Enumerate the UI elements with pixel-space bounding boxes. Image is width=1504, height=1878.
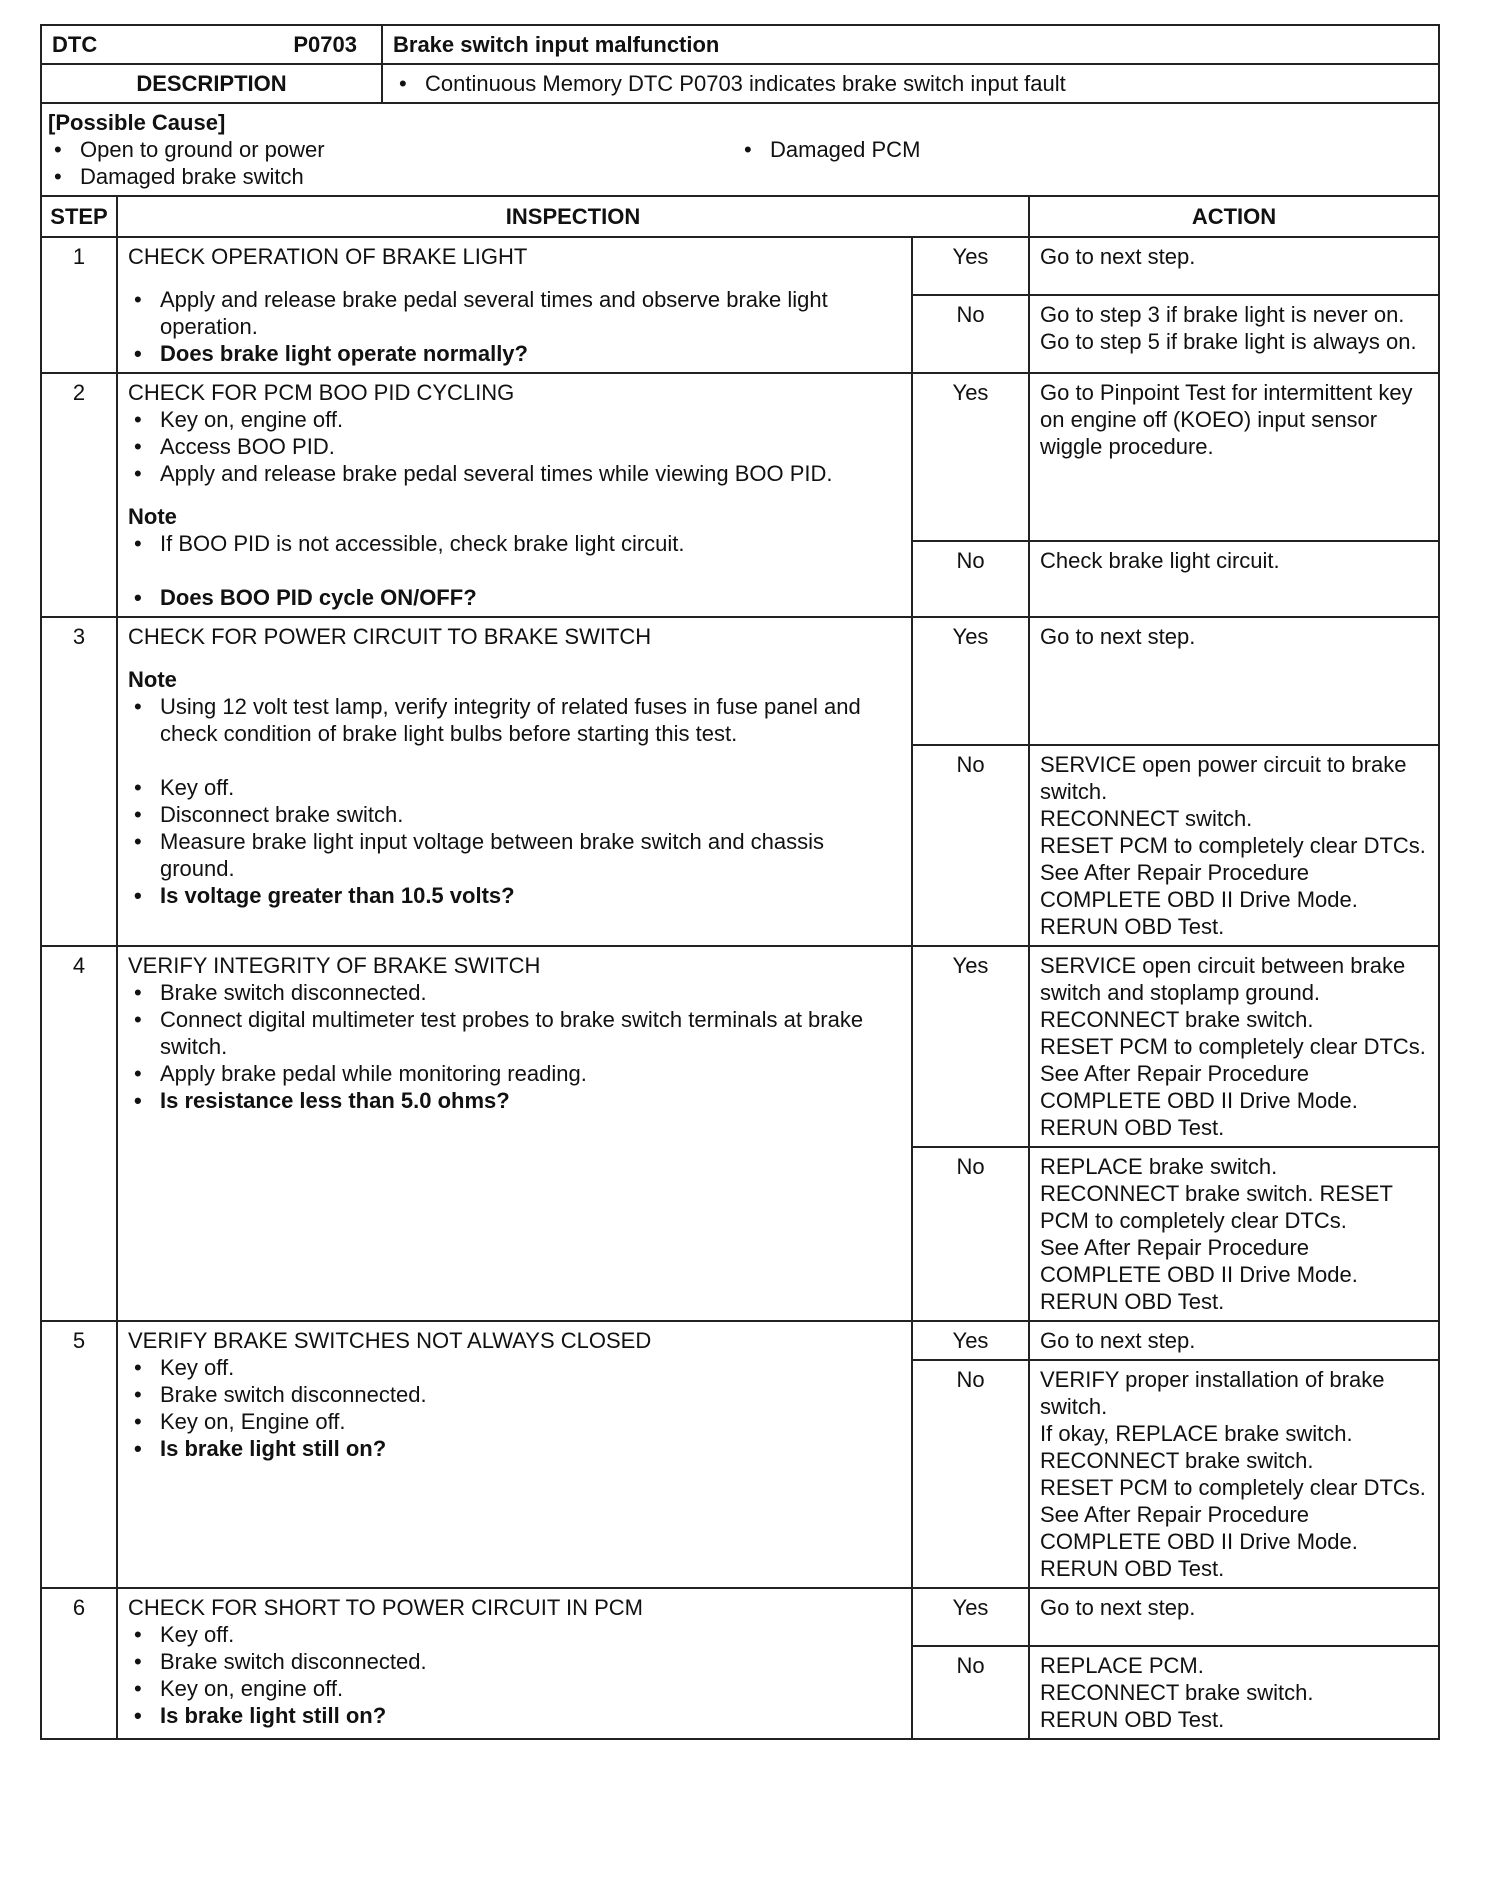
dtc-code: P0703	[293, 32, 357, 57]
action-line: RECONNECT brake switch. RESET PCM to completely clear DTCs.	[1040, 1181, 1393, 1233]
action-line: RESET PCM to completely clear DTCs.	[1040, 1475, 1426, 1500]
yes-label: Yes	[912, 237, 1029, 295]
action-line: REPLACE brake switch.	[1040, 1154, 1278, 1179]
step-row	[41, 946, 1439, 1147]
yes-label: Yes	[912, 1588, 1029, 1646]
step-inspection	[117, 1588, 912, 1739]
step-number: 1	[41, 237, 117, 373]
step-bullet: • Brake switch disconnected.	[128, 1648, 901, 1675]
possible-cause-row	[41, 103, 1439, 196]
no-label: No	[912, 541, 1029, 617]
step-bullet: • Key off.	[128, 1354, 901, 1381]
action-line: If okay, REPLACE brake switch.	[1040, 1421, 1353, 1446]
step-bullet: • Key off.	[128, 1621, 901, 1648]
step-row	[41, 373, 1439, 541]
diagnostic-sheet	[40, 24, 1438, 1740]
description-row	[41, 64, 1439, 103]
description-text: • Continuous Memory DTC P0703 indicates brake switch input fault	[393, 70, 1428, 97]
action-line: Go to step 3 if brake light is never on.	[1040, 302, 1405, 327]
column-header-row	[41, 196, 1439, 237]
cause-list-left	[48, 136, 738, 190]
action-line: COMPLETE OBD II Drive Mode.	[1040, 887, 1358, 912]
step-bullet: • Measure brake light input voltage between brake switch and chassis ground.	[128, 828, 901, 882]
step-bullet: • Key on, engine off.	[128, 406, 901, 433]
dtc-procedure-table	[40, 24, 1440, 1740]
step-inspection	[117, 617, 912, 946]
step-title: CHECK FOR SHORT TO POWER CIRCUIT IN PCM	[128, 1595, 644, 1620]
no-action	[1029, 541, 1439, 617]
no-action	[1029, 1360, 1439, 1588]
step-inspection	[117, 237, 912, 373]
no-action	[1029, 295, 1439, 373]
action-line: RERUN OBD Test.	[1040, 1556, 1225, 1581]
action-line: Go to next step.	[1040, 1328, 1196, 1353]
step-question: • Does brake light operate normally?	[128, 340, 901, 367]
action-line: RERUN OBD Test.	[1040, 914, 1225, 939]
action-line: RERUN OBD Test.	[1040, 1289, 1225, 1314]
column-header-inspection: INSPECTION	[117, 196, 1029, 237]
action-line: See After Repair Procedure	[1040, 1061, 1310, 1086]
possible-cause-cell	[41, 103, 1439, 196]
no-action	[1029, 1147, 1439, 1321]
step-question: • Is voltage greater than 10.5 volts?	[128, 882, 901, 909]
dtc-title: Brake switch input malfunction	[382, 25, 1439, 64]
action-line: RERUN OBD Test.	[1040, 1115, 1225, 1140]
step-question: • Is resistance less than 5.0 ohms?	[128, 1087, 901, 1114]
step-inspection	[117, 1321, 912, 1588]
column-header-action: ACTION	[1029, 196, 1439, 237]
no-action	[1029, 1646, 1439, 1739]
yes-label: Yes	[912, 617, 1029, 745]
action-line: SERVICE open power circuit to brake switch.	[1040, 752, 1407, 804]
description-cell	[382, 64, 1439, 103]
yes-label: Yes	[912, 946, 1029, 1147]
action-line: RECONNECT switch.	[1040, 806, 1253, 831]
cause-item: • Damaged brake switch	[48, 163, 738, 190]
action-line: SERVICE open circuit between brake switch and stoplamp ground.	[1040, 953, 1406, 1005]
step-title: CHECK OPERATION OF BRAKE LIGHT	[128, 244, 528, 269]
action-line: Check brake light circuit.	[1040, 548, 1280, 573]
action-line: Go to next step.	[1040, 624, 1196, 649]
no-label: No	[912, 1646, 1029, 1739]
action-line: COMPLETE OBD II Drive Mode.	[1040, 1088, 1358, 1113]
dtc-header-row	[41, 25, 1439, 64]
step-title: VERIFY BRAKE SWITCHES NOT ALWAYS CLOSED	[128, 1328, 652, 1353]
action-line: COMPLETE OBD II Drive Mode.	[1040, 1529, 1358, 1554]
step-number: 2	[41, 373, 117, 617]
action-line: Go to next step.	[1040, 1595, 1196, 1620]
step-bullet: • Brake switch disconnected.	[128, 979, 901, 1006]
step-question: • Is brake light still on?	[128, 1702, 901, 1729]
step-question: • Is brake light still on?	[128, 1435, 901, 1462]
step-title: CHECK FOR POWER CIRCUIT TO BRAKE SWITCH	[128, 624, 652, 649]
yes-action	[1029, 1321, 1439, 1360]
action-line: RECONNECT brake switch.	[1040, 1007, 1314, 1032]
step-bullet: • Key on, engine off.	[128, 1675, 901, 1702]
yes-label: Yes	[912, 373, 1029, 541]
action-line: See After Repair Procedure	[1040, 1502, 1310, 1527]
action-line: VERIFY proper installation of brake switch.	[1040, 1367, 1385, 1419]
step-row	[41, 617, 1439, 745]
step-number: 5	[41, 1321, 117, 1588]
no-label: No	[912, 1147, 1029, 1321]
yes-action	[1029, 237, 1439, 295]
step-row	[41, 1321, 1439, 1360]
step-row	[41, 1588, 1439, 1646]
step-bullet: • Apply and release brake pedal several times and observe brake light operation.	[128, 286, 901, 340]
yes-action	[1029, 1588, 1439, 1646]
step-inspection	[117, 946, 912, 1321]
step-question: • Does BOO PID cycle ON/OFF?	[128, 584, 901, 611]
note-label: Note	[128, 667, 177, 692]
step-inspection	[117, 373, 912, 617]
possible-cause-heading: [Possible Cause]	[48, 110, 226, 135]
dtc-label: DTC	[52, 32, 98, 57]
no-label: No	[912, 1360, 1029, 1588]
note-label: Note	[128, 504, 177, 529]
step-number: 3	[41, 617, 117, 946]
action-line: Go to next step.	[1040, 244, 1196, 269]
action-line: REPLACE PCM.	[1040, 1653, 1204, 1678]
step-bullet: • Key off.	[128, 774, 901, 801]
step-title: CHECK FOR PCM BOO PID CYCLING	[128, 380, 515, 405]
description-label: DESCRIPTION	[41, 64, 382, 103]
no-action	[1029, 745, 1439, 946]
action-line: COMPLETE OBD II Drive Mode.	[1040, 1262, 1358, 1287]
step-bullet: • Access BOO PID.	[128, 433, 901, 460]
step-bullet: • Brake switch disconnected.	[128, 1381, 901, 1408]
cause-item: • Open to ground or power	[48, 136, 738, 163]
yes-action	[1029, 946, 1439, 1147]
step-bullet: • Apply brake pedal while monitoring reading.	[128, 1060, 901, 1087]
note-bullet: • Using 12 volt test lamp, verify integrity of related fuses in fuse panel and check condition of brake light bulbs before starting this test.	[128, 693, 901, 747]
yes-action	[1029, 373, 1439, 541]
step-title: VERIFY INTEGRITY OF BRAKE SWITCH	[128, 953, 541, 978]
action-line: RERUN OBD Test.	[1040, 1707, 1225, 1732]
action-line: RECONNECT brake switch.	[1040, 1448, 1314, 1473]
step-bullet: • Key on, Engine off.	[128, 1408, 901, 1435]
yes-label: Yes	[912, 1321, 1029, 1360]
no-label: No	[912, 745, 1029, 946]
yes-action	[1029, 617, 1439, 745]
action-line: Go to step 5 if brake light is always on.	[1040, 329, 1417, 354]
step-bullet: • Apply and release brake pedal several times while viewing BOO PID.	[128, 460, 901, 487]
action-line: See After Repair Procedure	[1040, 1235, 1310, 1260]
no-label: No	[912, 295, 1029, 373]
dtc-code-cell	[41, 25, 382, 64]
cause-item: • Damaged PCM	[738, 136, 1428, 163]
step-number: 6	[41, 1588, 117, 1739]
step-bullet: • Disconnect brake switch.	[128, 801, 901, 828]
action-line: RECONNECT brake switch.	[1040, 1680, 1314, 1705]
step-bullet: • Connect digital multimeter test probes to brake switch terminals at brake switch.	[128, 1006, 901, 1060]
step-row	[41, 237, 1439, 295]
note-bullet: • If BOO PID is not accessible, check brake light circuit.	[128, 530, 901, 557]
action-line: See After Repair Procedure	[1040, 860, 1310, 885]
cause-list-right	[738, 136, 1428, 163]
action-line: RESET PCM to completely clear DTCs.	[1040, 1034, 1426, 1059]
action-line: Go to Pinpoint Test for intermittent key on engine off (KOEO) input sensor wiggle procedure.	[1040, 380, 1413, 459]
step-number: 4	[41, 946, 117, 1321]
action-line: RESET PCM to completely clear DTCs.	[1040, 833, 1426, 858]
column-header-step: STEP	[41, 196, 117, 237]
